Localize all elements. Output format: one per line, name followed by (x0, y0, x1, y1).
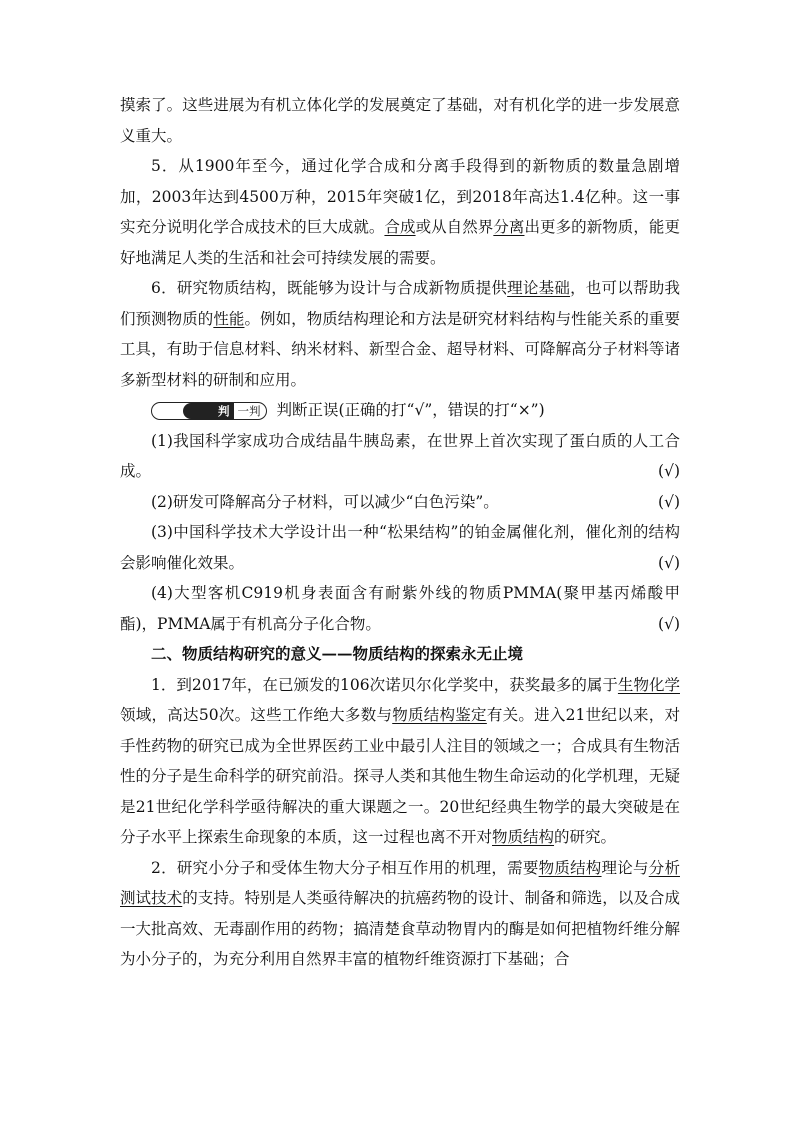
underlined-term: 分析测试技术 (120, 858, 680, 907)
judge-item-mark: (√) (658, 492, 680, 511)
text-run: 或从自然界 (415, 218, 494, 236)
judge-item-text: (2)研发可降解高分子材料，可以减少“白色污染”。 (151, 492, 499, 511)
judge-item-2 (120, 487, 680, 518)
judge-item-text: (1)我国科学家成功合成结晶牛胰岛素，在世界上首次实现了蛋白质的人工合成。 (120, 431, 680, 480)
badge-right: 一判 (237, 404, 261, 418)
text-run: 1．到2017年，在已颁发的106次诺贝尔化学奖中，获奖最多的属于 (151, 675, 618, 694)
text-run: 领域，高达50次。这些工作绝大多数与 (120, 706, 393, 724)
underlined-term: 合成 (384, 218, 416, 236)
paragraph-6 (120, 273, 680, 395)
badge-left: 判 (183, 403, 234, 419)
judge-item-text: (3)中国科学技术大学设计出一种“松果结构”的铂金属催化剂，催化剂的结构会影响催化效果。 (120, 523, 680, 572)
underlined-term: 物质结构 (538, 858, 602, 877)
judge-item-text: (4)大型客机C919机身表面含有耐紫外线的物质PMMA(聚甲基丙烯酸甲酯)，PMMA属于有机高分子化合物。 (120, 584, 680, 633)
judge-item-1 (120, 426, 680, 487)
section2-paragraph-2 (120, 853, 680, 975)
underlined-term: 理论基础 (507, 279, 571, 297)
text-run: ，也可以帮助我们预测物质的 (120, 279, 680, 328)
underlined-term: 生物化学 (617, 675, 680, 694)
text-run: 。例如，物质结构理论和方法是研究材料结构与性能关系的重要工具，有助于信息材料、纳米材料、新型合金、超导材料、可降解高分子材料等诸多新型材料的研制和应用。 (120, 309, 680, 389)
text-run: 出更多的新物质，能更好地满足人类的生活和社会可持续发展的需要。 (120, 218, 680, 267)
judge-heading (120, 395, 680, 426)
section2-paragraph-1 (120, 670, 680, 853)
document-page (120, 90, 680, 975)
judge-item-mark: (√) (658, 553, 680, 572)
paragraph-intro: 摸索了。这些进展为有机立体化学的发展奠定了基础，对有机化学的进一步发展意义重大。 (120, 96, 680, 145)
underlined-term: 物质结构 (492, 828, 555, 846)
judge-title: 判断正误(正确的打“√”，错误的打“×”) (276, 401, 545, 419)
text-run: 2．研究小分子和受体生物大分子相互作用的机理，需要 (151, 858, 539, 877)
underlined-term: 性能 (213, 309, 245, 328)
text-run: 6．研究物质结构，既能够为设计与合成新物质提供 (151, 279, 508, 297)
judge-item-3 (120, 517, 680, 578)
text-run: 有关。进入21世纪以来，对手性药物的研究已成为全世界医药工业中最引人注目的领域之一；合成具有生物活性的分子是生命科学的研究前沿。探寻人类和其他生物生命运动的化学机理，无疑是21世纪化学科学亟待解决的重大课题之一。20世纪经典生物学的最大突破是在分子水平上探索生命现象的本质，这一过程也离不开对 (120, 706, 680, 846)
text-run: 5．从1900年至今，通过化学合成和分离手段得到的新物质的数量急剧增加，2003年达到4500万种，2015年突破1亿，到2018年高达1.4亿种。这一事实充分说明化学合成技术的巨大成就。 (120, 157, 680, 236)
paragraph-5 (120, 151, 680, 273)
judge-item-mark: (√) (658, 614, 680, 633)
section-heading-2: 二、物质结构研究的意义——物质结构的探索永无止境 (151, 644, 524, 663)
judge-item-mark: (√) (658, 462, 680, 480)
underlined-term: 分离 (493, 218, 525, 236)
judge-item-4 (120, 578, 680, 639)
text-run: 理论与 (601, 858, 649, 877)
text-run: 的研究。 (554, 828, 617, 846)
judge-badge-icon (151, 402, 267, 420)
text-run: 的支持。特别是人类亟待解决的抗癌药物的设计、制备和筛选，以及合成一大批高效、无毒副作用的药物；搞清楚食草动物胃内的酶是如何把植物纤维分解为小分子的，为充分利用自然界丰富的植物纤维资源打下基础；合 (120, 889, 680, 968)
underlined-term: 物质结构鉴定 (392, 706, 487, 724)
